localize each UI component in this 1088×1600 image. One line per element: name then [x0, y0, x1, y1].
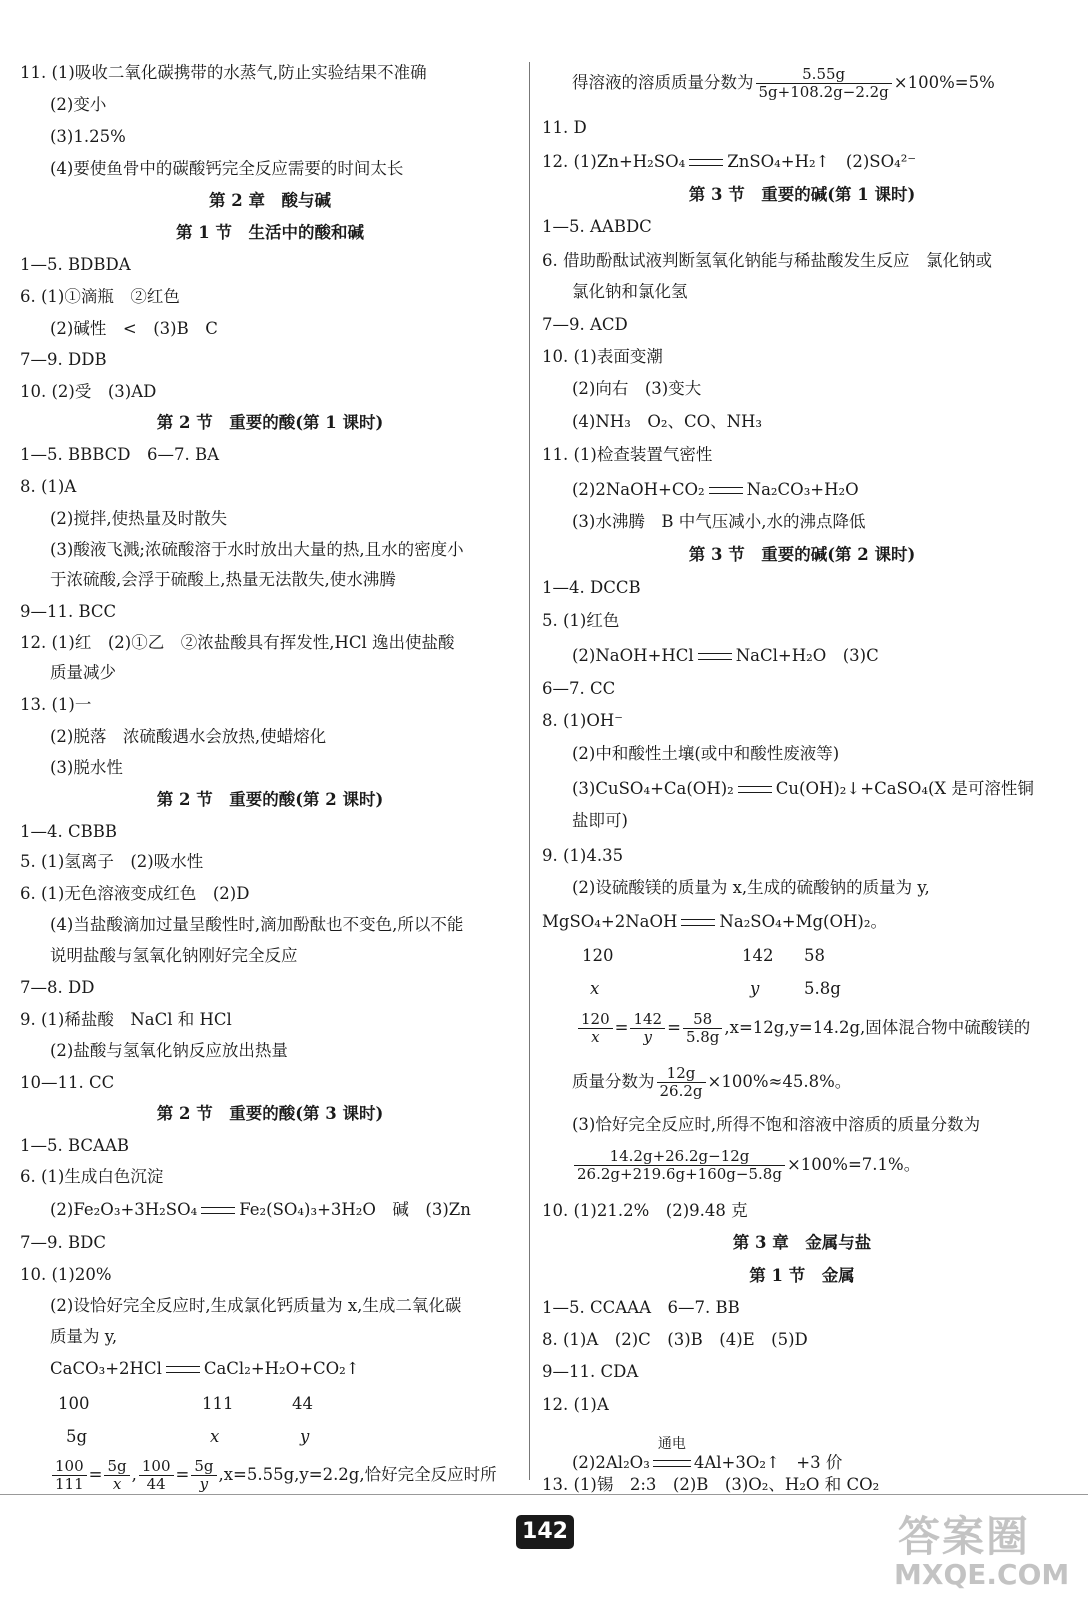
ratio-line: $\frac{120}{x}$ = $\frac{142}{y}$ = $\frac{58}{5.8g}$ ,x=12g,y=14.2g,固体混合物中硫酸镁的: [576, 1011, 1030, 1046]
chapter-heading: 第 3 章 金属与盐: [732, 1233, 872, 1252]
answer-line: 10—11. CC: [20, 1073, 115, 1092]
footer-rule: [0, 1494, 1088, 1495]
answer-line: 1—4. DCCB: [542, 578, 641, 597]
answer-line: (2)中和酸性土壤(或中和酸性废液等): [572, 744, 840, 763]
answer-line: (3)酸液飞溅;浓硫酸溶于水时放出大量的热,且水的密度小: [50, 540, 464, 559]
answer-line: 于浓硫酸,会浮于硫酸上,热量无法散失,使水沸腾: [50, 570, 396, 589]
molar-mass: 142: [742, 946, 774, 965]
equation-line: CaCO₃+2HCl CaCl₂+H₂O+CO₂↑: [50, 1359, 360, 1378]
answer-line: 13. (1)锡 2:3 (2)B (3)O₂、H₂O 和 CO₂: [542, 1475, 880, 1494]
answer-line: 9. (1)稀盐酸 NaCl 和 HCl: [20, 1010, 232, 1029]
answer-line: 说明盐酸与氢氧化钠刚好完全反应: [50, 946, 298, 965]
answer-line: (2)盐酸与氢氧化钠反应放出热量: [50, 1041, 288, 1060]
fraction: $\frac{14.2g+26.2g-12g}{26.2g+219.6g+160g-5.8g}$: [574, 1148, 785, 1183]
answer-line: 1—5. CCAAA 6—7. BB: [542, 1298, 740, 1317]
equation-equals-sign: [709, 487, 743, 494]
equation-line: MgSO₄+2NaOH Na₂SO₄+Mg(OH)₂。: [542, 912, 887, 931]
answer-line: 6. (1)生成白色沉淀: [20, 1167, 164, 1186]
chapter-heading: 第 2 章 酸与碱: [209, 191, 331, 210]
answer-line: (2)设恰好完全反应时,生成氯化钙质量为 x,生成二氧化碳: [50, 1296, 462, 1315]
answer-line: (2)变小: [50, 95, 107, 114]
column-divider: [529, 62, 530, 1480]
answer-line: 7—9. DDB: [20, 350, 107, 369]
answer-line: 质量减少: [50, 663, 116, 682]
answer-line: (2)脱落 浓硫酸遇水会放热,使蜡熔化: [50, 727, 327, 746]
equation-equals-sign: [689, 159, 723, 166]
answer-line: 质量为 y,: [50, 1327, 118, 1346]
answer-line: 氯化钠和氯化氢: [572, 282, 688, 301]
answer-line: (3)脱水性: [50, 758, 123, 777]
molar-mass: 111: [202, 1394, 234, 1413]
equation-line: (3)CuSO₄+Ca(OH)₂ Cu(OH)₂↓+CaSO₄(X 是可溶性铜: [572, 779, 1034, 798]
answer-line: 7—9. BDC: [20, 1233, 106, 1252]
answer-line: 1—5. BBBCD 6—7. BA: [20, 445, 220, 464]
unknown-y: y: [300, 1427, 310, 1446]
equation-line: 12. (1)Zn+H₂SO₄ ZnSO₄+H₂↑ (2)SO₄²⁻: [542, 152, 917, 171]
answer-line: 7—8. DD: [20, 978, 95, 997]
unknown-y: y: [750, 979, 760, 998]
answer-line: 9. (1)4.35: [542, 846, 624, 865]
answer-line: 11. (1)检查装置气密性: [542, 445, 713, 464]
equation-line: (2)2NaOH+CO₂ Na₂CO₃+H₂O: [572, 480, 859, 499]
section-heading: 第 2 节 重要的酸(第 1 课时): [156, 413, 384, 432]
answer-line: 10. (1)20%: [20, 1265, 112, 1284]
equation-equals-sign: [201, 1207, 235, 1214]
answer-line: 9—11. CDA: [542, 1362, 639, 1381]
known-quantity: 5g: [66, 1427, 88, 1446]
answer-line: 11. (1)吸收二氧化碳携带的水蒸气,防止实验结果不准确: [20, 63, 427, 82]
page-number: 142: [516, 1515, 574, 1549]
fraction: $\frac{5g}{x}$: [104, 1458, 129, 1493]
answer-line: 1—5. AABDC: [542, 217, 652, 236]
section-heading: 第 2 节 重要的酸(第 2 课时): [156, 790, 384, 809]
equation-line: (2)NaOH+HCl NaCl+H₂O (3)C: [572, 646, 879, 665]
molar-mass: 120: [582, 946, 614, 965]
watermark-logo: 答案圈 MXQE.COM: [894, 1512, 1070, 1591]
molar-mass: 58: [804, 946, 825, 965]
answer-line: (3)恰好完全反应时,所得不饱和溶液中溶质的质量分数为: [572, 1115, 981, 1134]
section-heading: 第 3 节 重要的碱(第 1 课时): [688, 185, 916, 204]
reaction-condition-arrow: 通电: [653, 1436, 691, 1474]
answer-line: 8. (1)A (2)C (3)B (4)E (5)D: [542, 1330, 808, 1349]
answer-line: $\frac{14.2g+26.2g-12g}{26.2g+219.6g+160g-5.8g}$ ×100%=7.1%。: [572, 1148, 920, 1183]
answer-line: (3)水沸腾 B 中气压减小,水的沸点降低: [572, 512, 866, 531]
equation-line: (2)2Al₂O₃ 通电 4Al+3O₂↑ +3 价: [572, 1436, 843, 1472]
answer-line: 1—5. BDBDA: [20, 255, 131, 274]
answer-line: 13. (1)一: [20, 695, 92, 714]
section-heading: 第 3 节 重要的碱(第 2 课时): [688, 545, 916, 564]
answer-line: (2)碱性 < (3)B C: [50, 319, 218, 338]
known-quantity: 5.8g: [804, 979, 841, 998]
fraction: $\frac{5.55g}{5g+108.2g-2.2g}$: [756, 66, 892, 101]
answer-line: (4)NH₃ O₂、CO、NH₃: [572, 412, 763, 431]
section-heading: 第 2 节 重要的酸(第 3 课时): [156, 1104, 384, 1123]
answer-line: 7—9. ACD: [542, 315, 628, 334]
answer-line: 10. (1)表面变潮: [542, 347, 663, 366]
answer-line: 6. (1)无色溶液变成红色 (2)D: [20, 884, 250, 903]
answer-line: 11. D: [542, 118, 587, 137]
equation-equals-sign: [166, 1366, 200, 1373]
answer-line: 质量分数为 $\frac{12g}{26.2g}$ ×100%≈45.8%。: [572, 1064, 852, 1100]
answer-line: 12. (1)A: [542, 1395, 609, 1414]
molar-mass: 100: [58, 1394, 90, 1413]
answer-line: 得溶液的溶质质量分数为 $\frac{5.55g}{5g+108.2g-2.2g}$ ×100%=5%: [572, 65, 995, 101]
answer-line: 5. (1)氢离子 (2)吸水性: [20, 852, 204, 871]
answer-line: 6—7. CC: [542, 679, 616, 698]
answer-line: 10. (1)21.2% (2)9.48 克: [542, 1201, 748, 1220]
molar-mass: 44: [292, 1394, 313, 1413]
fraction: $\frac{5g}{y}$: [191, 1458, 216, 1493]
section-heading: 第 1 节 生活中的酸和碱: [176, 223, 364, 242]
answer-line: 8. (1)A: [20, 477, 77, 496]
answer-line: 1—4. CBBB: [20, 822, 117, 841]
answer-line: 5. (1)红色: [542, 611, 620, 630]
equation-equals-sign: [698, 653, 732, 660]
section-heading: 第 1 节 金属: [749, 1266, 855, 1285]
fraction: $\frac{12g}{26.2g}$: [657, 1065, 706, 1100]
answer-line: 1—5. BCAAB: [20, 1136, 129, 1155]
fraction: $\frac{120}{x}$: [578, 1011, 613, 1046]
answer-line: (3)1.25%: [50, 127, 126, 146]
ratio-line: $\frac{100}{111}$ = $\frac{5g}{x}$ , $\frac{100}{44}$ = $\frac{5g}{y}$ ,x=5.55g,y=2.2g,恰好完全反应时所: [50, 1458, 497, 1493]
fraction: $\frac{100}{44}$: [139, 1458, 174, 1493]
answer-line: 12. (1)红 (2)①乙 ②浓盐酸具有挥发性,HCl 逸出使盐酸: [20, 633, 455, 652]
fraction: $\frac{58}{5.8g}$: [683, 1011, 722, 1046]
fraction: $\frac{142}{y}$: [630, 1011, 665, 1046]
answer-line: (4)要使鱼骨中的碳酸钙完全反应需要的时间太长: [50, 159, 404, 178]
unknown-x: x: [210, 1427, 220, 1446]
equation-equals-sign: [681, 919, 715, 926]
answer-line: (2)设硫酸镁的质量为 x,生成的硫酸钠的质量为 y,: [572, 878, 930, 897]
answer-line: (2)搅拌,使热量及时散失: [50, 509, 228, 528]
answer-line: 9—11. BCC: [20, 602, 117, 621]
equation-equals-sign: [738, 786, 772, 793]
fraction: $\frac{100}{111}$: [52, 1458, 87, 1493]
answer-line: 6. (1)①滴瓶 ②红色: [20, 287, 180, 306]
unknown-x: x: [590, 979, 600, 998]
answer-line: 盐即可): [572, 811, 628, 830]
answer-line: (2)向右 (3)变大: [572, 379, 702, 398]
answer-line: (4)当盐酸滴加过量呈酸性时,滴加酚酞也不变色,所以不能: [50, 915, 464, 934]
answer-line: 10. (2)受 (3)AD: [20, 382, 157, 401]
equation-line: (2)Fe₂O₃+3H₂SO₄ Fe₂(SO₄)₃+3H₂O 碱 (3)Zn: [50, 1200, 471, 1219]
answer-line: 6. 借助酚酞试液判断氢氧化钠能与稀盐酸发生反应 氯化钠或: [542, 251, 992, 270]
answer-line: 8. (1)OH⁻: [542, 711, 623, 730]
